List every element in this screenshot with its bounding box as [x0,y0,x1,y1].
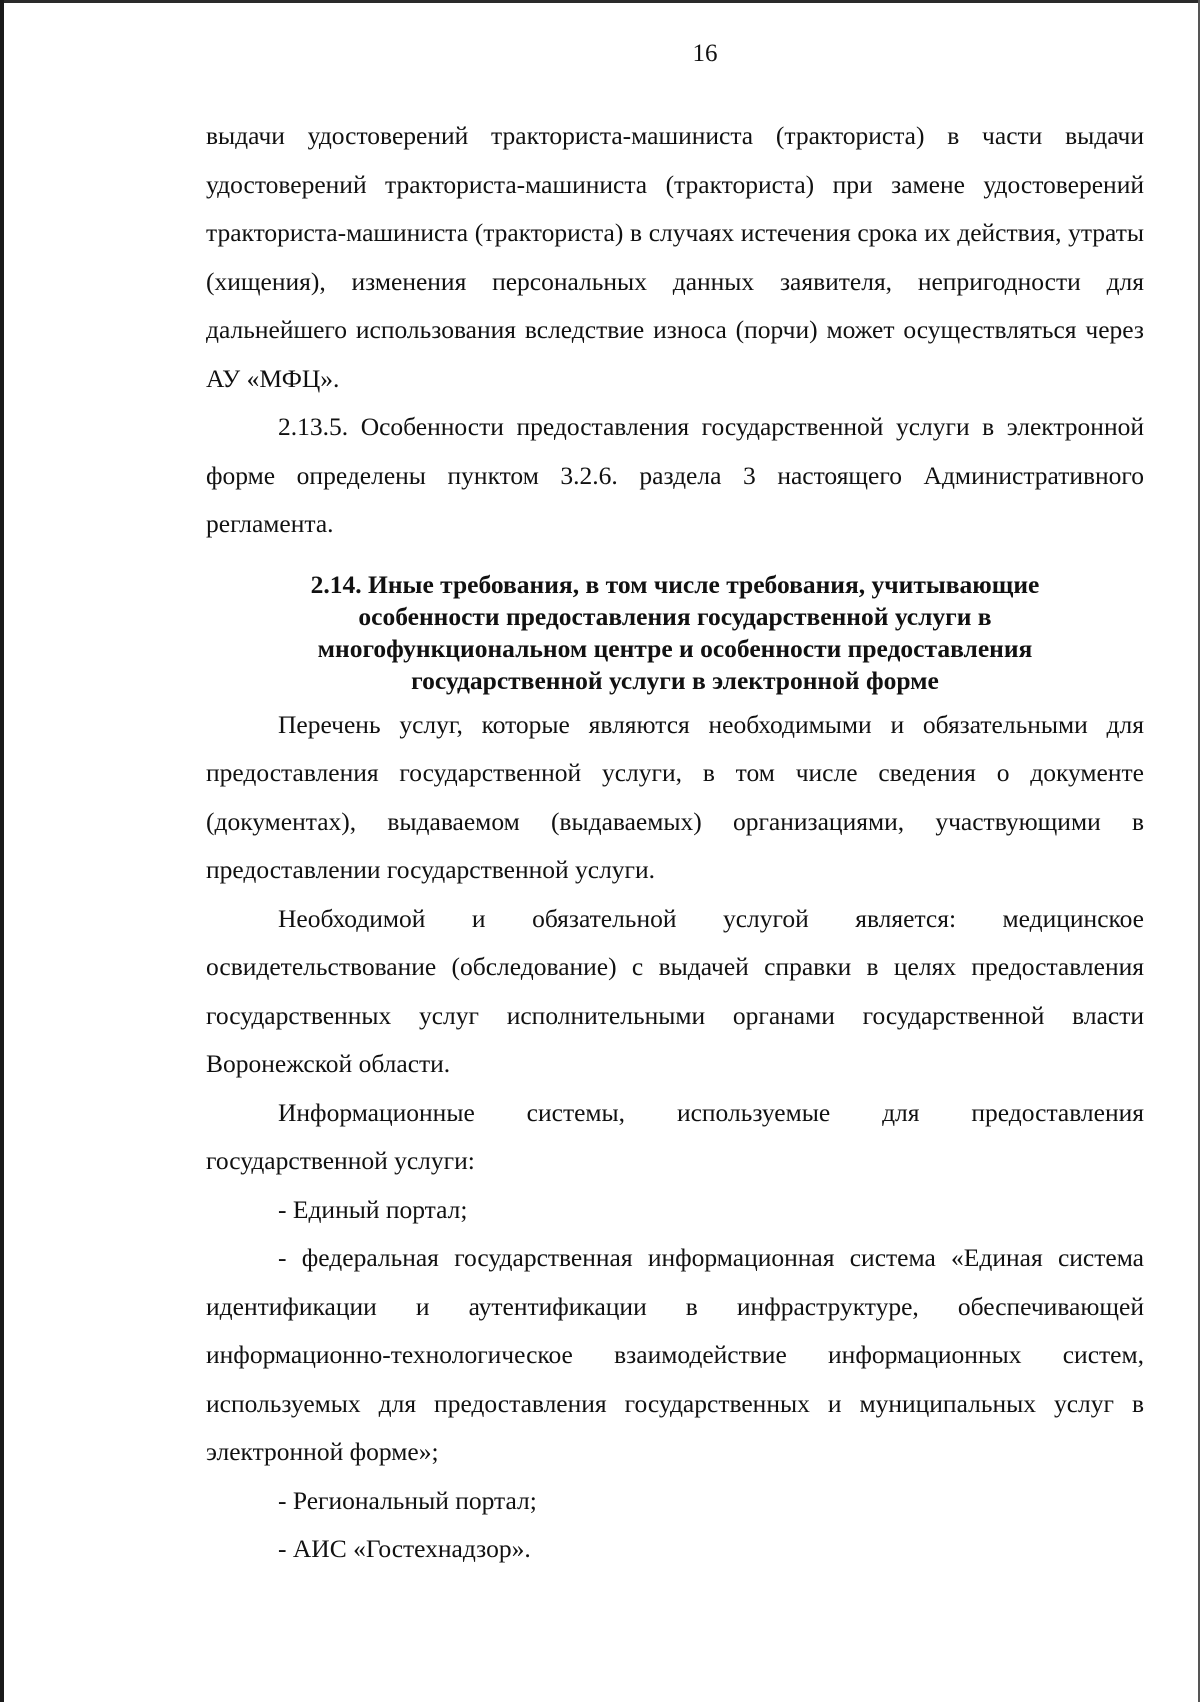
list-item-single-portal: - Единый портал; [278,1194,468,1224]
page-number: 16 [692,40,718,67]
paragraph-info-systems: Информационные системы, используемые для предоставления государственной услуги: [206,1097,1144,1175]
document-body [206,112,1144,1574]
section-heading-2-14 [206,569,1144,697]
scan-edge-top [0,0,1200,3]
paragraph-continuation: выдачи удостоверений тракториста-машиниста (тракториста) в части выдачи удостоверений тракториста-машиниста (тракториста) при замене удостоверений тракториста-машиниста (тракториста) в случаях истечения срока их действия, утраты (хищения), изменения персональных данных заявителя, непригодности для дальнейшего использования вследствие износа (порчи) может осуществляться через АУ «МФЦ». [206,121,1144,393]
paragraph-2-13-5: 2.13.5. Особенности предоставления государственной услуги в электронной форме определены пунктом 3.2.6. раздела 3 настоящего Административного регламента. [206,412,1144,538]
heading-line: 2.14. Иные требования, в том числе требования, учитывающие [310,569,1040,599]
list-item-ais-gostekhnadzor: - АИС «Гостехнадзор». [278,1534,531,1563]
heading-line: государственной услуги в электронной форме [411,665,939,695]
heading-line: многофункциональном центре и особенности предоставления [317,633,1033,663]
paragraph-services-list: Перечень услуг, которые являются необходимыми и обязательными для предоставления государственной услуги, в том числе сведения о документе (документах), выдаваемом (выдаваемых) организациями, участвующими в предоставлении государственной услуги. [206,709,1144,884]
heading-line: особенности предоставления государственной услуги в [358,601,992,631]
scan-edge-left [0,0,4,1702]
paragraph-required-service: Необходимой и обязательной услугой является: медицинское освидетельствование (обследование) с выдачей справки в целях предоставления государственных услуг исполнительными органами государственной власти Воронежской области. [206,903,1144,1078]
list-item-regional-portal: - Региональный портал; [278,1485,537,1515]
list-item-esia: - федеральная государственная информационная система «Единая система идентификации и аутентификации в инфраструктуре, обеспечивающей информационно-технологическое взаимодействие информационных систем, используемых для предоставления государственных и муниципальных услуг в электронной форме»; [206,1243,1144,1466]
